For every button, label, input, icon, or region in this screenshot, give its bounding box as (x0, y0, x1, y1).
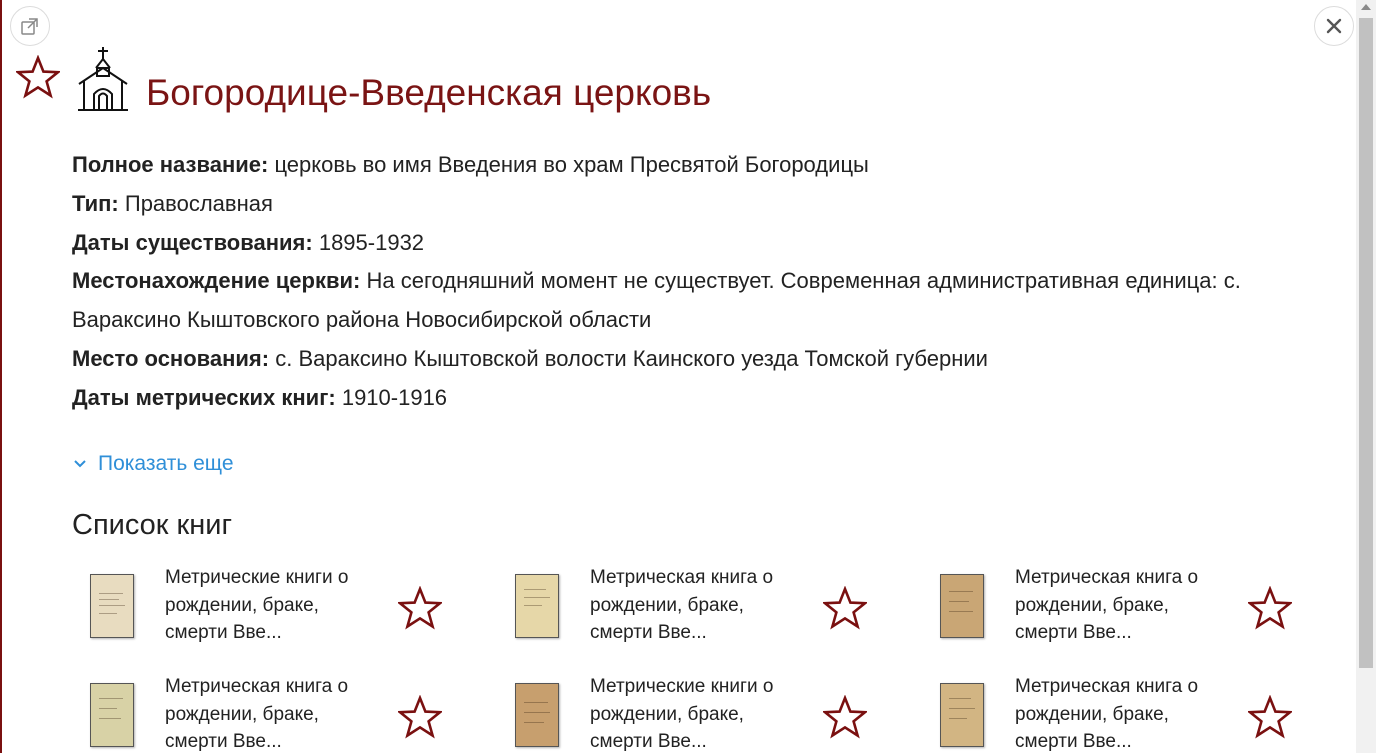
favorite-star-icon[interactable] (823, 695, 867, 739)
book-title[interactable]: Метрическая книга о рождении, браке, смерти Вве... (165, 676, 349, 752)
book-title[interactable]: Метрическая книга о рождении, браке, смерти Вве... (1015, 676, 1199, 752)
favorite-star-icon[interactable] (1248, 695, 1292, 739)
show-more-link[interactable] (72, 452, 234, 476)
scroll-up-arrow-icon[interactable] (1361, 4, 1371, 10)
favorite-star-icon[interactable] (16, 55, 60, 99)
detail-label: Место основания: (72, 345, 270, 371)
book-title[interactable]: Метрические книги о рождении, браке, смерти Вве... (590, 676, 774, 752)
close-button[interactable] (1314, 6, 1354, 46)
detail-dates (72, 224, 1272, 263)
detail-register-dates (72, 379, 1272, 418)
book-thumbnail[interactable] (515, 683, 559, 747)
book-item[interactable] (922, 564, 1322, 664)
book-item[interactable] (72, 564, 472, 664)
book-thumbnail[interactable] (940, 683, 984, 747)
detail-type (72, 185, 1272, 224)
expand-window-icon (20, 16, 40, 36)
book-title[interactable]: Метрическая книга о рождении, браке, смерти Вве... (1015, 567, 1199, 643)
detail-founding-place (72, 340, 1272, 379)
detail-value: церковь во имя Введения во храм Пресвятой Богородицы (274, 152, 869, 177)
scrollbar-thumb[interactable] (1359, 18, 1373, 668)
book-thumbnail[interactable] (90, 683, 134, 747)
favorite-star-icon[interactable] (1248, 586, 1292, 630)
detail-location (72, 262, 1272, 340)
book-thumbnail[interactable] (515, 574, 559, 638)
detail-label: Полное название: (72, 152, 269, 177)
page-title: Богородице-Введенская церковь (146, 72, 712, 113)
chevron-down-icon (72, 456, 88, 472)
book-title[interactable]: Метрические книги о рождении, браке, смерти Вве... (165, 567, 349, 643)
detail-value: Православная (124, 190, 273, 216)
books-heading: Список книг (72, 509, 233, 541)
book-item[interactable] (922, 673, 1322, 753)
detail-value: с. Вараксино Кыштовской волости Каинского уезда Томской губернии (275, 345, 988, 371)
book-item[interactable] (72, 673, 472, 753)
close-icon (1325, 17, 1343, 35)
church-details (72, 146, 1272, 418)
detail-label: Даты метрических книг: (72, 384, 336, 410)
book-thumbnail[interactable] (940, 574, 984, 638)
favorite-star-icon[interactable] (398, 586, 442, 630)
book-title[interactable]: Метрическая книга о рождении, браке, смерти Вве... (590, 567, 774, 643)
expand-window-button[interactable] (10, 6, 50, 46)
detail-label: Даты существования: (72, 229, 313, 255)
detail-full-name (72, 146, 1272, 185)
favorite-star-icon[interactable] (398, 695, 442, 739)
church-icon (76, 46, 130, 112)
detail-value: На сегодняшний момент не существует. Современная административная единица: с. Вараксино Кыштовского района Новосибирской области (72, 268, 1241, 333)
detail-label: Местонахождение церкви: (72, 268, 361, 294)
book-item[interactable] (497, 673, 897, 753)
book-thumbnail[interactable] (90, 574, 134, 638)
book-item[interactable] (497, 564, 897, 664)
detail-value: 1895-1932 (318, 229, 425, 255)
show-more-label: Показать еще (98, 452, 234, 475)
detail-value: 1910-1916 (341, 384, 448, 410)
detail-label: Тип: (72, 190, 119, 216)
favorite-star-icon[interactable] (823, 586, 867, 630)
